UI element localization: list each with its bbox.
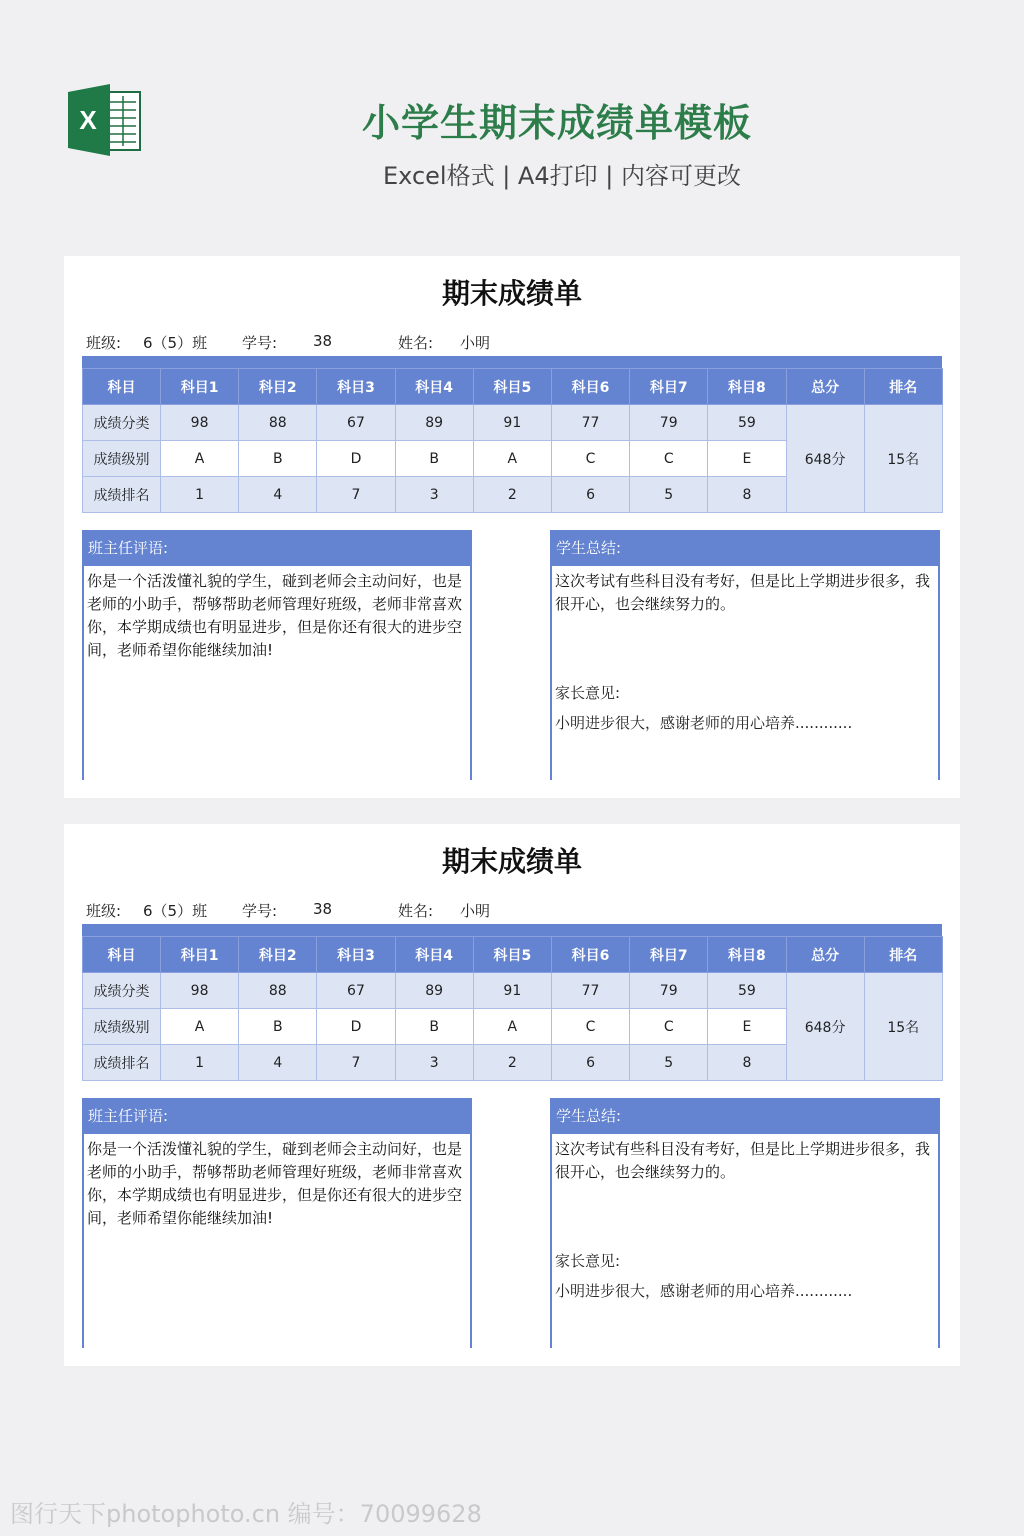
grade-cell: 98 bbox=[161, 973, 239, 1009]
class-rank: 15名 bbox=[864, 405, 942, 513]
row-label: 成绩分类 bbox=[83, 973, 161, 1009]
student-summary-text: 这次考试有些科目没有考好，但是比上学期进步很多，我很开心，也会继续努力的。 bbox=[555, 1140, 931, 1181]
column-header: 科目7 bbox=[630, 937, 708, 973]
report-card bbox=[64, 824, 960, 1366]
teacher-comment-box bbox=[82, 1098, 472, 1348]
column-header: 排名 bbox=[864, 369, 942, 405]
grade-cell: 89 bbox=[395, 973, 473, 1009]
table-row bbox=[83, 973, 943, 1009]
grade-cell: 6 bbox=[551, 477, 629, 513]
column-header: 科目2 bbox=[239, 369, 317, 405]
teacher-comment-label: 班主任评语: bbox=[84, 1098, 470, 1134]
excel-logo-letter: X bbox=[79, 105, 97, 135]
class-label: 班级: bbox=[86, 334, 122, 352]
column-header: 科目3 bbox=[317, 369, 395, 405]
student-id-value: 38 bbox=[313, 900, 333, 918]
student-name-value: 小明 bbox=[460, 902, 491, 920]
column-header: 科目6 bbox=[551, 369, 629, 405]
page-header bbox=[0, 0, 1024, 240]
grade-cell: 98 bbox=[161, 405, 239, 441]
grade-cell: 1 bbox=[161, 1045, 239, 1081]
grade-cell: 8 bbox=[708, 1045, 786, 1081]
grade-cell: 79 bbox=[630, 405, 708, 441]
parent-opinion-label: 家长意见: bbox=[555, 684, 621, 702]
table-top-bar bbox=[82, 356, 942, 368]
report-card bbox=[64, 256, 960, 798]
row-label: 成绩排名 bbox=[83, 477, 161, 513]
grade-cell: B bbox=[395, 441, 473, 477]
student-id-label: 学号: bbox=[242, 334, 278, 352]
grade-cell: C bbox=[630, 441, 708, 477]
grade-cell: 91 bbox=[473, 405, 551, 441]
grade-cell: E bbox=[708, 1009, 786, 1045]
grade-cell: 1 bbox=[161, 477, 239, 513]
grade-cell: D bbox=[317, 441, 395, 477]
grade-cell: 77 bbox=[551, 973, 629, 1009]
table-row bbox=[83, 405, 943, 441]
table-header-row bbox=[83, 369, 943, 405]
column-header: 总分 bbox=[786, 937, 864, 973]
grade-cell: 59 bbox=[708, 973, 786, 1009]
grade-cell: 3 bbox=[395, 1045, 473, 1081]
grade-cell: C bbox=[551, 1009, 629, 1045]
student-summary-label: 学生总结: bbox=[552, 1098, 938, 1134]
column-header: 科目2 bbox=[239, 937, 317, 973]
teacher-comment-text: 你是一个活泼懂礼貌的学生，碰到老师会主动问好，也是老师的小助手，帮够帮助老师管理好班级，老师非常喜欢你，本学期成绩也有明显进步，但是你还有很大的进步空间，老师希望你能继续加油! bbox=[87, 572, 463, 659]
parent-opinion-text: 小明进步很大，感谢老师的用心培养............ bbox=[555, 714, 853, 732]
grade-cell: 67 bbox=[317, 405, 395, 441]
total-score: 648分 bbox=[786, 973, 864, 1081]
student-summary-box bbox=[550, 1098, 940, 1348]
column-header: 科目1 bbox=[161, 937, 239, 973]
column-header: 排名 bbox=[864, 937, 942, 973]
column-header: 科目3 bbox=[317, 937, 395, 973]
grade-cell: 59 bbox=[708, 405, 786, 441]
student-name-label: 姓名: bbox=[398, 334, 434, 352]
grade-cell: A bbox=[473, 1009, 551, 1045]
column-header: 科目8 bbox=[708, 369, 786, 405]
grade-cell: B bbox=[239, 1009, 317, 1045]
total-score: 648分 bbox=[786, 405, 864, 513]
grade-cell: 3 bbox=[395, 477, 473, 513]
grade-cell: C bbox=[551, 441, 629, 477]
grade-cell: B bbox=[239, 441, 317, 477]
grade-cell: E bbox=[708, 441, 786, 477]
parent-opinion-text: 小明进步很大，感谢老师的用心培养............ bbox=[555, 1282, 853, 1300]
page-subtitle: Excel格式 | A4打印 | 内容可更改 bbox=[383, 162, 741, 190]
grade-cell: 5 bbox=[630, 477, 708, 513]
grade-cell: C bbox=[630, 1009, 708, 1045]
class-value: 6（5）班 bbox=[143, 334, 208, 352]
student-summary-box bbox=[550, 530, 940, 780]
student-summary-text: 这次考试有些科目没有考好，但是比上学期进步很多，我很开心，也会继续努力的。 bbox=[555, 572, 931, 613]
page-title: 小学生期末成绩单模板 bbox=[361, 101, 752, 145]
grades-table bbox=[82, 368, 943, 513]
column-header: 科目 bbox=[83, 369, 161, 405]
grade-cell: 91 bbox=[473, 973, 551, 1009]
column-header: 总分 bbox=[786, 369, 864, 405]
grade-cell: 77 bbox=[551, 405, 629, 441]
grade-cell: 4 bbox=[239, 1045, 317, 1081]
table-header-row bbox=[83, 937, 943, 973]
class-value: 6（5）班 bbox=[143, 902, 208, 920]
column-header: 科目7 bbox=[630, 369, 708, 405]
grade-cell: 89 bbox=[395, 405, 473, 441]
column-header: 科目4 bbox=[395, 369, 473, 405]
grade-cell: 79 bbox=[630, 973, 708, 1009]
class-label: 班级: bbox=[86, 902, 122, 920]
parent-opinion-label: 家长意见: bbox=[555, 1252, 621, 1270]
student-id-value: 38 bbox=[313, 332, 333, 350]
grade-cell: 8 bbox=[708, 477, 786, 513]
column-header: 科目 bbox=[83, 937, 161, 973]
row-label: 成绩排名 bbox=[83, 1045, 161, 1081]
grade-cell: 4 bbox=[239, 477, 317, 513]
grade-cell: 2 bbox=[473, 477, 551, 513]
teacher-comment-label: 班主任评语: bbox=[84, 530, 470, 566]
student-id-label: 学号: bbox=[242, 902, 278, 920]
column-header: 科目4 bbox=[395, 937, 473, 973]
table-top-bar bbox=[82, 924, 942, 936]
student-name-label: 姓名: bbox=[398, 902, 434, 920]
grade-cell: B bbox=[395, 1009, 473, 1045]
grade-cell: D bbox=[317, 1009, 395, 1045]
grade-cell: 5 bbox=[630, 1045, 708, 1081]
student-name-value: 小明 bbox=[460, 334, 491, 352]
grade-cell: 88 bbox=[239, 973, 317, 1009]
grade-cell: A bbox=[161, 1009, 239, 1045]
grade-cell: 2 bbox=[473, 1045, 551, 1081]
grade-cell: 7 bbox=[317, 1045, 395, 1081]
grade-cell: A bbox=[161, 441, 239, 477]
report-title: 期末成绩单 bbox=[441, 845, 582, 878]
grades-table bbox=[82, 936, 943, 1081]
grade-cell: 88 bbox=[239, 405, 317, 441]
row-label: 成绩级别 bbox=[83, 441, 161, 477]
row-label: 成绩级别 bbox=[83, 1009, 161, 1045]
column-header: 科目5 bbox=[473, 369, 551, 405]
column-header: 科目6 bbox=[551, 937, 629, 973]
class-rank: 15名 bbox=[864, 973, 942, 1081]
student-summary-label: 学生总结: bbox=[552, 530, 938, 566]
teacher-comment-box bbox=[82, 530, 472, 780]
teacher-comment-text: 你是一个活泼懂礼貌的学生，碰到老师会主动问好，也是老师的小助手，帮够帮助老师管理好班级，老师非常喜欢你，本学期成绩也有明显进步，但是你还有很大的进步空间，老师希望你能继续加油! bbox=[87, 1140, 463, 1227]
grade-cell: 67 bbox=[317, 973, 395, 1009]
watermark-text: 图行天下photophoto.cn 编号：70099628 bbox=[10, 1500, 482, 1528]
column-header: 科目1 bbox=[161, 369, 239, 405]
column-header: 科目8 bbox=[708, 937, 786, 973]
column-header: 科目5 bbox=[473, 937, 551, 973]
row-label: 成绩分类 bbox=[83, 405, 161, 441]
grade-cell: 7 bbox=[317, 477, 395, 513]
report-title: 期末成绩单 bbox=[441, 277, 582, 310]
grade-cell: A bbox=[473, 441, 551, 477]
grade-cell: 6 bbox=[551, 1045, 629, 1081]
